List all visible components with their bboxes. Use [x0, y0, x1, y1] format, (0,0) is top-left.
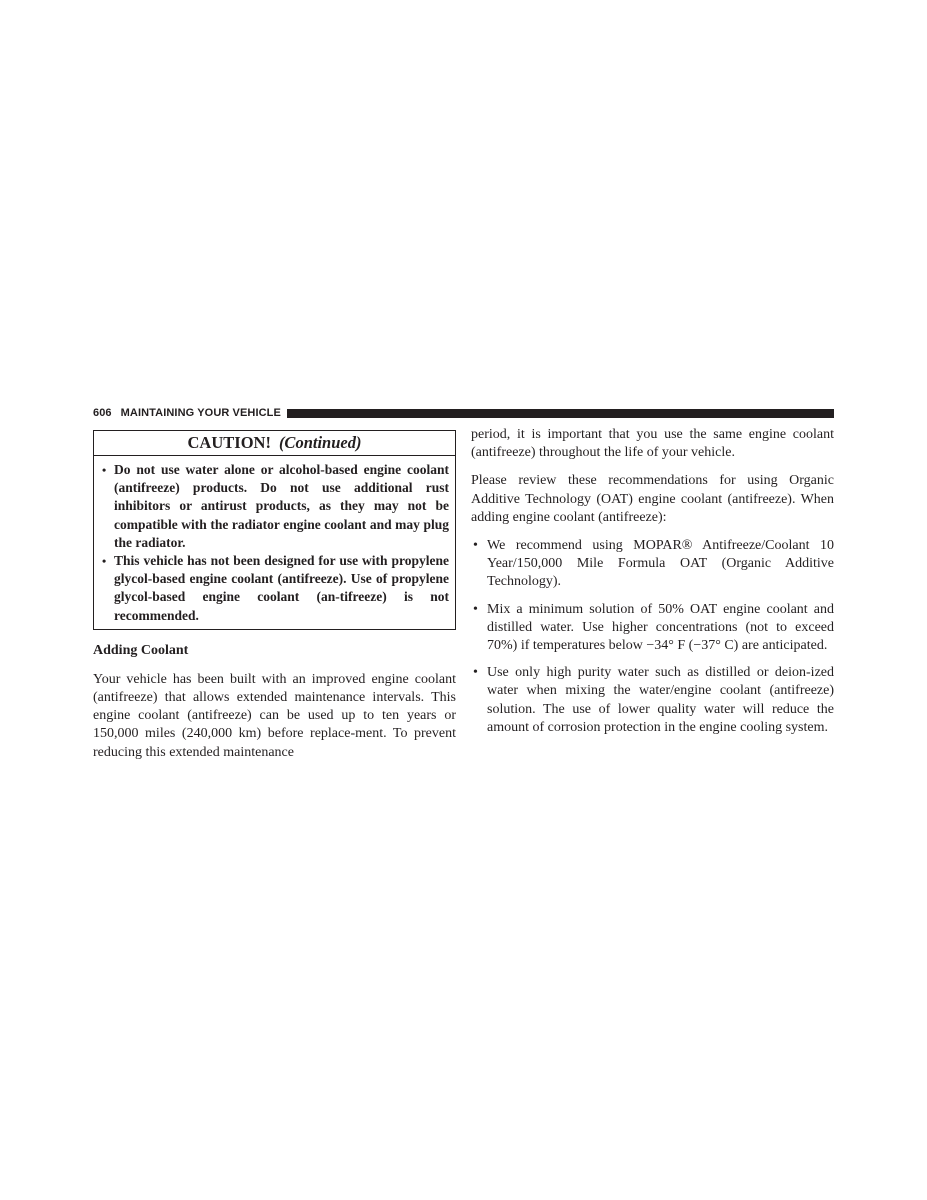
caution-box	[93, 430, 456, 630]
section-title: MAINTAINING YOUR VEHICLE	[120, 407, 281, 419]
bullet-icon: •	[473, 601, 478, 617]
caution-title: CAUTION!	[187, 433, 271, 452]
header-rule	[287, 409, 834, 418]
intro-paragraph: Please review these recommendations for using Organic Additive Technology (OAT) engine coolant (antifreeze). When adding engine coolant (antifreeze):	[471, 473, 834, 525]
adding-coolant-paragraph: Your vehicle has been built with an improved engine coolant (antifreeze) that allows extended maintenance intervals. This engine coolant (antifreeze) can be used up to ten years or 150,000 miles (240,000 km) before replace-ment. To prevent reducing this extended maintenance	[93, 671, 456, 760]
list-item	[471, 664, 834, 737]
bullet-icon: •	[473, 538, 478, 554]
caution-item	[102, 461, 449, 552]
bullet-icon: •	[102, 554, 107, 569]
list-item-text: We recommend using MOPAR® Antifreeze/Coolant 10 Year/150,000 Mile Formula OAT (Organic Additive Technology).	[487, 538, 834, 590]
caution-list	[94, 456, 455, 629]
caution-header	[94, 431, 455, 456]
list-item-text: Use only high purity water such as distilled or deion-ized water when mixing the water/engine coolant (antifreeze) solution. The use of lower quality water will reduce the amount of corrosion protection in the engine cooling system.	[487, 665, 834, 735]
continuation-paragraph: period, it is important that you use the same engine coolant (antifreeze) throughout the life of your vehicle.	[471, 427, 834, 461]
list-item	[471, 601, 834, 656]
caution-item	[102, 552, 449, 625]
caution-continued: (Continued)	[278, 433, 362, 452]
adding-coolant-heading: Adding Coolant	[93, 642, 189, 658]
bullet-icon: •	[102, 463, 107, 477]
bullet-icon: •	[473, 665, 478, 681]
caution-item-text: Do not use water alone or alcohol-based engine coolant (antifreeze) products. Do not use additional rust inhibitors or antirust products, as they may not be compatible with the radiator engine coolant and may plug the radiator.	[114, 462, 449, 550]
list-item	[471, 537, 834, 592]
left-column	[93, 430, 456, 762]
right-column	[471, 426, 834, 737]
recommendation-list	[471, 537, 834, 737]
page-number: 606	[93, 407, 112, 419]
caution-item-text: This vehicle has not been designed for use with propylene glycol-based engine coolant (antifreeze). Use of propylene glycol-based engine coolant (an-tifreeze) is not recommended.	[114, 553, 449, 623]
page-header	[93, 406, 834, 420]
list-item-text: Mix a minimum solution of 50% OAT engine coolant and distilled water. Use higher concentrations (not to exceed 70%) if temperatures below −34° F (−37° C) are anticipated.	[487, 601, 834, 654]
